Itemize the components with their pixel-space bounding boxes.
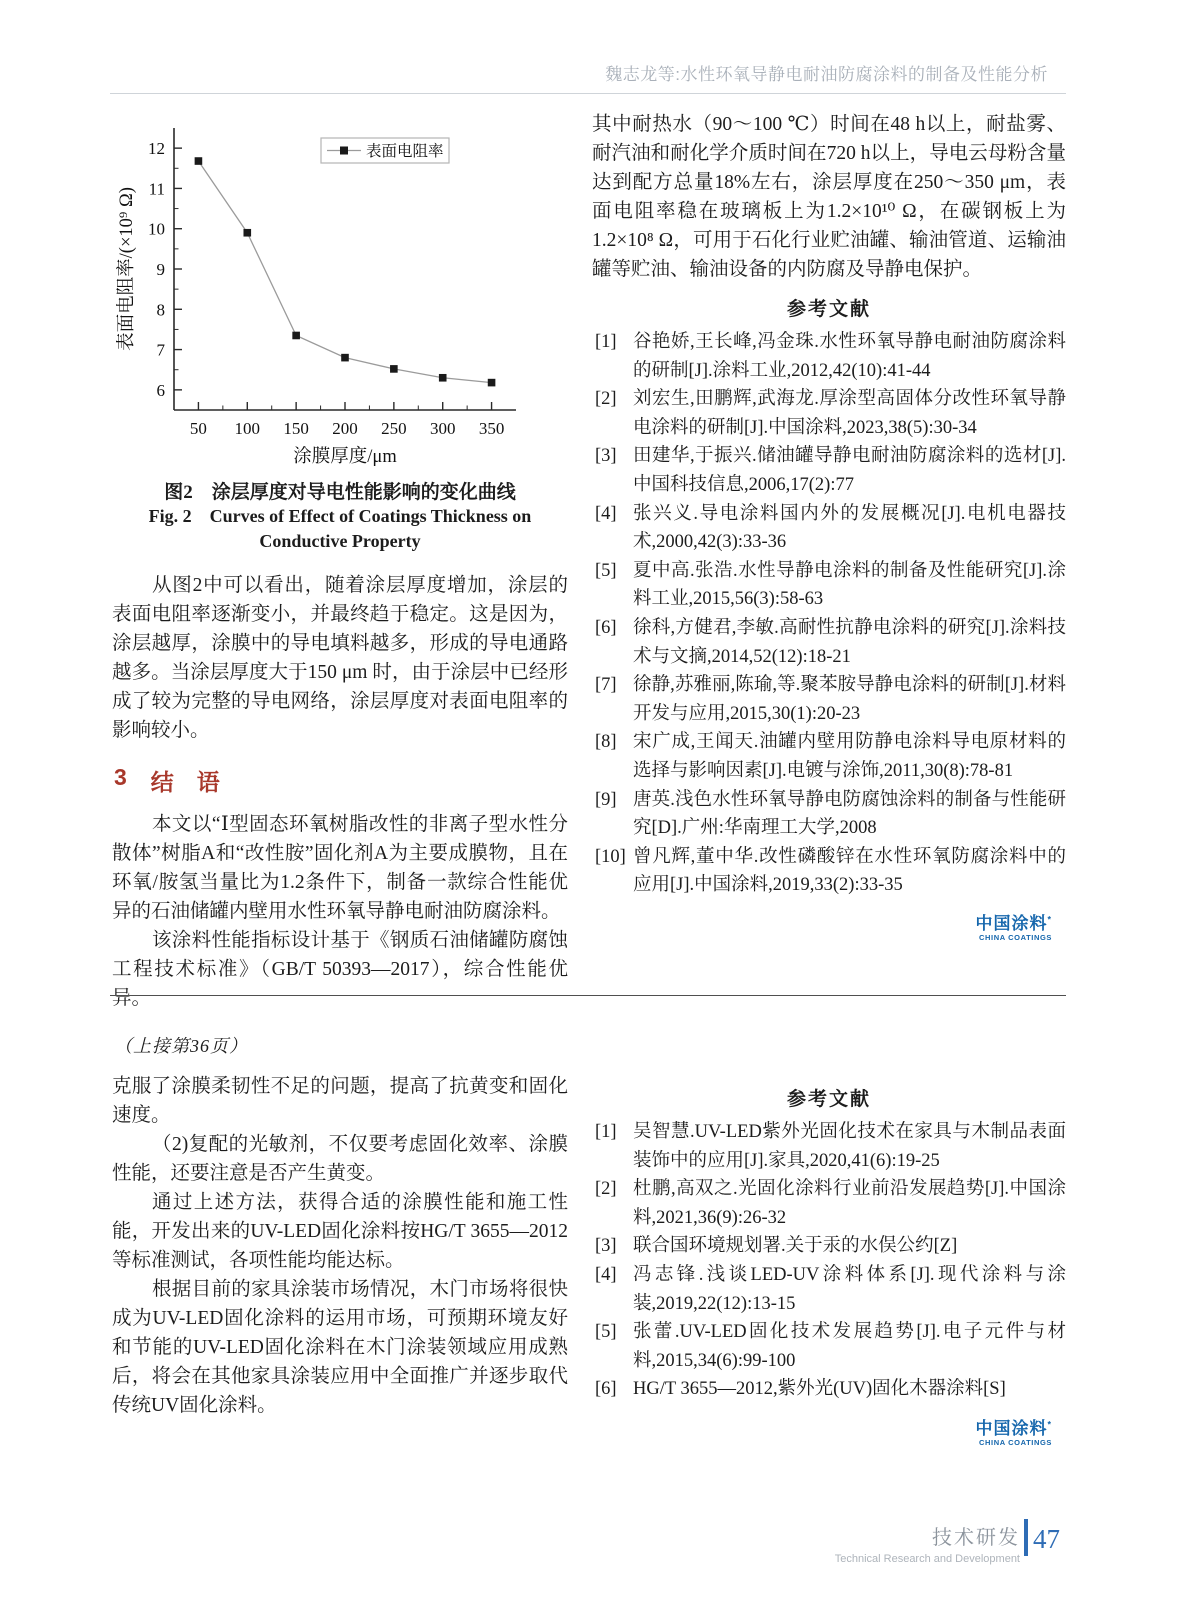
thickness-resistivity-line-chart xyxy=(116,120,556,470)
figure2-caption-en-line1: Fig. 2 Curves of Effect of Coatings Thickness on xyxy=(148,506,532,526)
figure2-caption-en-line2: Conductive Property xyxy=(259,531,421,551)
china-coatings-logo-cn: 中国涂料* xyxy=(975,1419,1052,1438)
china-coatings-logo-cn: 中国涂料* xyxy=(975,914,1052,933)
reference-number: [5] xyxy=(595,1322,617,1343)
section-number: 3 xyxy=(114,764,127,790)
reference-number: [10] xyxy=(595,846,626,867)
reference-number: [5] xyxy=(595,560,617,581)
header-rule xyxy=(110,93,1066,94)
reference-list-2 xyxy=(592,1118,1066,1404)
footer-section-cn: 技术研发 xyxy=(932,1527,1020,1549)
figure2-chart xyxy=(116,120,556,475)
svg-text:8: 8 xyxy=(156,300,165,320)
reference-item xyxy=(592,385,1066,442)
reference-number: [7] xyxy=(595,675,617,696)
references-title-1: 参考文献 xyxy=(786,299,871,320)
reference-item xyxy=(592,1261,1066,1318)
article2-left-column xyxy=(112,1072,568,1420)
svg-text:6: 6 xyxy=(156,380,165,400)
reference-number: [6] xyxy=(595,1379,617,1400)
svg-text:10: 10 xyxy=(148,219,165,239)
running-head-title: 魏志龙等:水性环氧导静电耐油防腐涂料的制备及性能分析 xyxy=(605,65,1048,84)
svg-text:11: 11 xyxy=(148,179,165,199)
reference-text: 冯志锋.浅谈LED-UV涂料体系[J].现代涂料与涂装,2019,22(12):13-15 xyxy=(633,1264,1066,1314)
reference-text: 曾凡辉,董中华.改性磷酸锌在水性环氧防腐涂料中的应用[J].中国涂料,2019,33(2):33-35 xyxy=(633,846,1066,896)
svg-text:150: 150 xyxy=(283,419,309,438)
reference-text: 张兴义.导电涂料国内外的发展概况[J].电机电器技术,2000,42(3):33-36 xyxy=(633,503,1066,553)
reference-number: [9] xyxy=(595,789,617,810)
logo-mark: * xyxy=(1047,1419,1052,1430)
figure2-caption-cn: 图2 涂层厚度对导电性能影响的变化曲线 xyxy=(164,482,516,503)
conclusion-paragraph-2: 该涂料性能指标设计基于《钢质石油储罐防腐蚀工程技术标准》（GB/T 50393—2017），综合性能优异。 xyxy=(112,930,568,1009)
reference-item xyxy=(592,442,1066,499)
reference-text: 夏中高.张浩.水性导静电涂料的制备及性能研究[J].涂料工业,2015,56(3):58-63 xyxy=(633,560,1066,610)
reference-text: 唐英.浅色水性环氧导静电防腐蚀涂料的制备与性能研究[D].广州:华南理工大学,2008 xyxy=(633,789,1066,839)
svg-text:100: 100 xyxy=(234,419,261,438)
reference-number: [1] xyxy=(595,1122,617,1142)
reference-item xyxy=(592,1375,1066,1404)
reference-text: 联合国环境规划署.关于汞的水俣公约[Z] xyxy=(633,1236,958,1257)
reference-number: [2] xyxy=(595,1179,617,1200)
article2-paragraph-4: 根据目前的家具涂装市场情况，木门市场将很快成为UV-LED固化涂料的运用市场，可预期环境友好和节能的UV-LED固化涂料在木门涂装领域应用成熟后，将会在其他家具涂装应用中全面推广并逐步取代传统UV固化涂料。 xyxy=(112,1279,568,1416)
logo-mark: * xyxy=(1047,914,1052,925)
article2-right-column xyxy=(592,1078,1066,1404)
china-coatings-logo-en: CHINA COATINGS xyxy=(979,933,1052,942)
reference-item xyxy=(592,1118,1066,1175)
svg-text:250: 250 xyxy=(381,419,407,438)
references-title-2: 参考文献 xyxy=(786,1089,871,1110)
svg-text:200: 200 xyxy=(332,419,358,438)
performance-paragraph: 其中耐热水（90～100 ℃）时间在48 h以上，耐盐雾、耐汽油和耐化学介质时间在720 h以上，导电云母粉含量达到配方总量18%左右，涂层厚度在250～350 μm，表面电阻率稳在玻璃板上为1.2×10¹⁰ Ω，在碳钢板上为1.2×10⁸ Ω，可用于石化行业贮油罐、输油管道、运输油罐等贮油、输油设备的内防腐及导静电保护。 xyxy=(592,114,1066,280)
reference-item xyxy=(592,1232,1066,1261)
page-number: 47 xyxy=(1033,1524,1060,1554)
reference-item xyxy=(592,328,1066,385)
svg-text:50: 50 xyxy=(189,419,207,438)
svg-text:9: 9 xyxy=(156,260,165,279)
reference-text: 刘宏生,田鹏辉,武海龙.厚涂型高固体分改性环氧导静电涂料的研制[J].中国涂料,2023,38(5):30-34 xyxy=(633,389,1066,438)
footer-section xyxy=(835,1521,1020,1565)
svg-text:12: 12 xyxy=(148,139,165,159)
reference-item xyxy=(592,557,1066,614)
reference-item xyxy=(592,500,1066,557)
reference-item xyxy=(592,843,1066,900)
china-coatings-logo-2 xyxy=(952,1420,1052,1447)
reference-text: 张蕾.UV-LED固化技术发展趋势[J].电子元件与材料,2015,34(6):99-100 xyxy=(633,1322,1066,1371)
reference-number: [4] xyxy=(595,503,617,524)
conclusion-paragraph-1: 本文以“Ⅰ型固态环氧树脂改性的非离子型水性分散体”树脂A和“改性胺”固化剂A为主要成膜物，且在环氧/胺氢当量比为1.2条件下，制备一款综合性能优异的石油储罐内壁用水性环氧导静电耐油防腐涂料。 xyxy=(112,814,568,922)
section-3-heading xyxy=(114,764,568,797)
article1-right-column xyxy=(592,110,1066,900)
svg-text:7: 7 xyxy=(156,340,165,360)
reference-item xyxy=(592,614,1066,671)
section-title: 结 语 xyxy=(150,769,220,795)
reference-text: 徐静,苏雅丽,陈瑜,等.聚苯胺导静电涂料的研制[J].材料开发与应用,2015,30(1):20-23 xyxy=(633,675,1066,724)
reference-text: 徐科,方健君,李敏.高耐性抗静电涂料的研究[J].涂料技术与文摘,2014,52(12):18-21 xyxy=(633,617,1066,667)
reference-text: 吴智慧.UV-LED紫外光固化技术在家具与木制品表面装饰中的应用[J].家具,2020,41(6):19-25 xyxy=(633,1122,1066,1171)
reference-text: 谷艳娇,王长峰,冯金珠.水性环氧导静电耐油防腐涂料的研制[J].涂料工业,2012,42(10):41-44 xyxy=(633,332,1066,381)
reference-number: [1] xyxy=(595,332,617,352)
svg-text:350: 350 xyxy=(478,419,505,438)
svg-text:300: 300 xyxy=(429,419,456,438)
reference-list-1 xyxy=(592,328,1066,900)
reference-text: 宋广成,王闻天.油罐内壁用防静电涂料导电原材料的选择与影响因素[J].电镀与涂饰,2011,30(8):78-81 xyxy=(633,732,1066,781)
footer-section-en: Technical Research and Development xyxy=(834,1553,1020,1565)
reference-number: [2] xyxy=(595,389,617,410)
reference-item xyxy=(592,671,1066,728)
reference-item xyxy=(592,786,1066,843)
svg-text:表面电阻率: 表面电阻率 xyxy=(366,143,444,160)
article-divider-rule xyxy=(110,995,1066,996)
svg-text:涂膜厚度/μm: 涂膜厚度/μm xyxy=(293,447,397,467)
footer-accent-bar xyxy=(1024,1519,1028,1556)
reference-number: [8] xyxy=(595,732,617,753)
article1-left-column xyxy=(112,120,568,1013)
reference-text: HG/T 3655—2012,紫外光(UV)固化木器涂料[S] xyxy=(633,1379,1006,1400)
article2-paragraph-1: 克服了涂膜柔韧性不足的问题，提高了抗黄变和固化速度。 xyxy=(112,1076,568,1126)
reference-text: 田建华,于振兴.储油罐导静电耐油防腐涂料的选材[J].中国科技信息,2006,17(2):77 xyxy=(633,446,1066,495)
reference-number: [6] xyxy=(595,617,617,638)
reference-number: [4] xyxy=(595,1264,617,1285)
reference-number: [3] xyxy=(595,1236,617,1257)
reference-number: [3] xyxy=(595,446,617,467)
china-coatings-logo-en: CHINA COATINGS xyxy=(979,1438,1052,1447)
article2-paragraph-3: 通过上述方法，获得合适的涂膜性能和施工性能，开发出来的UV-LED固化涂料按HG/T 3655—2012等标准测试，各项性能均能达标。 xyxy=(112,1192,568,1271)
article2-paragraph-2: （2)复配的光敏剂，不仅要考虑固化效率、涂膜性能，还要注意是否产生黄变。 xyxy=(112,1134,568,1184)
reference-text: 杜鹏,高双之.光固化涂料行业前沿发展趋势[J].中国涂料,2021,36(9):26-32 xyxy=(633,1179,1066,1228)
continued-from-note: （上接第36页） xyxy=(114,1036,248,1056)
china-coatings-logo-1 xyxy=(952,915,1052,942)
paragraph-after-figure: 从图2中可以看出，随着涂层厚度增加，涂层的表面电阻率逐渐变小，并最终趋于稳定。这是因为，涂层越厚，涂膜中的导电填料越多，形成的导电通路越多。当涂层厚度大于150 μm 时，由于涂层中已经形成了较为完整的导电网络，涂层厚度对表面电阻率的影响较小。 xyxy=(112,575,568,741)
svg-text:表面电阻率/(×10⁹ Ω): 表面电阻率/(×10⁹ Ω) xyxy=(117,187,137,351)
reference-item xyxy=(592,728,1066,785)
reference-item xyxy=(592,1175,1066,1232)
reference-item xyxy=(592,1318,1066,1375)
